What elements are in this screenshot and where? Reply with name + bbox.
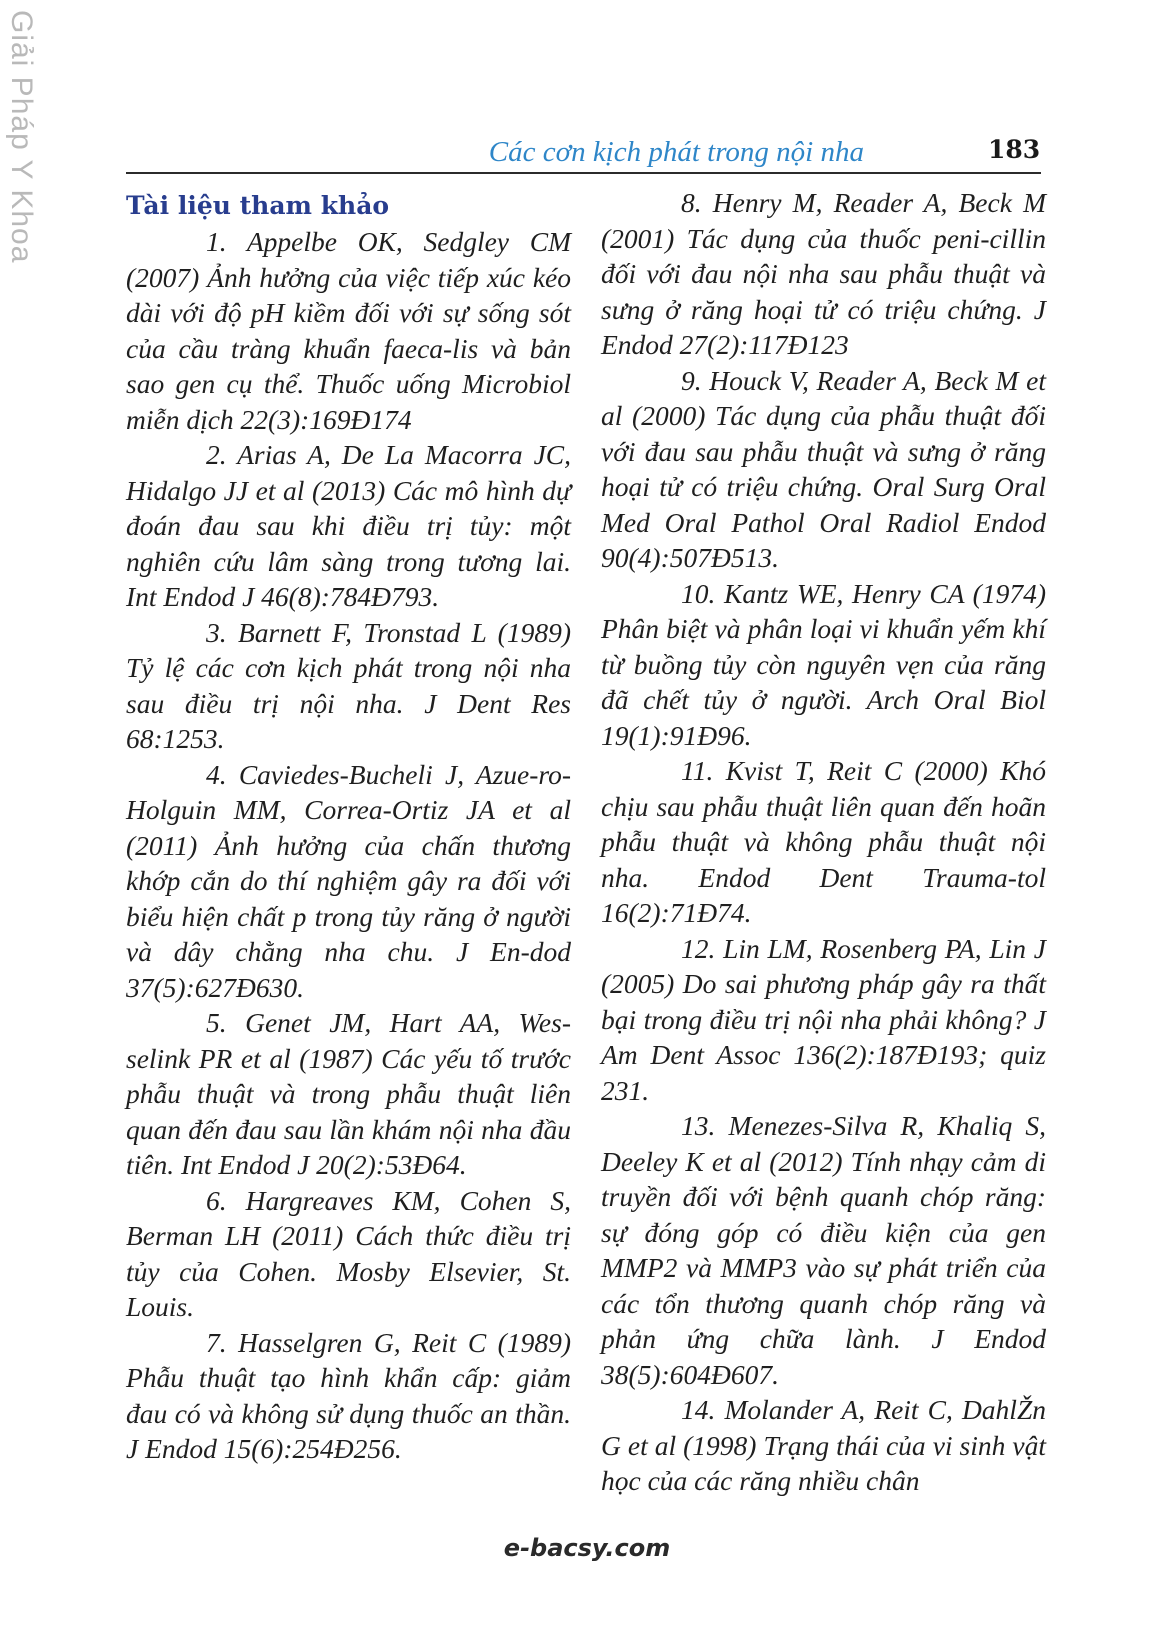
reference-item: 5. Genet JM, Hart AA, Wes-selink PR et al (1987) Các yếu tố trước phẫu thuật và trong phẫu thuật liên quan đến đau sau lần khám nội nha đầu tiên. Int Endod J 20(2):53Đ64. [126,1007,571,1180]
footer-site-name: e-bacsy.com [503,1534,671,1562]
reference-item: 14. Molander A, Reit C, DahlŽn G et al (1998) Trạng thái của vi sinh vật học của các răng nhiều chân [601,1394,1046,1496]
right-column [601,185,1046,1499]
reference-item: 2. Arias A, De La Macorra JC, Hidalgo JJ et al (2013) Các mô hình dự đoán đau sau khi điều trị tủy: một nghiên cứu lâm sàng trong tương lai. Int Endod J 46(8):784Đ793. [126,439,571,612]
reference-item: 10. Kantz WE, Henry CA (1974) Phân biệt và phân loại vi khuẩn yếm khí từ buồng tủy còn nguyên vẹn của răng đã chết tủy ở người. Arch Oral Biol 19(1):91Đ96. [601,577,1046,751]
reference-item: 7. Hasselgren G, Reit C (1989) Phẫu thuật tạo hình khẩn cấp: giảm đau có và không sử dụng thuốc an thần. J Endod 15(6):254Đ256. [126,1326,571,1464]
reference-item: 8. Henry M, Reader A, Beck M (2001) Tác dụng của thuốc peni-cillin đối với đau nội nha sau phẫu thuật và sưng ở răng hoại tử có triệu chứng. J Endod 27(2):117Đ123 [601,187,1046,360]
reference-item: 3. Barnett F, Tronstad L (1989) Tỷ lệ các cơn kịch phát trong nội nha sau điều trị nội nha. J Dent Res 68:1253. [126,616,571,754]
reference-item: 11. Kvist T, Reit C (2000) Khó chịu sau phẫu thuật liên quan đến hoãn phẫu thuật và không phẫu thuật nội nha. Endod Dent Trauma-tol 16(2):71Đ74. [601,755,1046,928]
section-title: Tài liệu tham khảo [126,191,390,220]
reference-item: 12. Lin LM, Rosenberg PA, Lin J (2005) Do sai phương pháp gây ra thất bại trong điều trị nội nha phải không? J Am Dent Assoc 136(2):187Đ193; quiz 231. [601,932,1046,1106]
left-column [126,188,571,1467]
watermark-text: Giải Pháp Y Khoa [5,10,38,264]
reference-item: 1. Appelbe OK, Sedgley CM (2007) Ảnh hưởng của việc tiếp xúc kéo dài với độ pH kiềm đối với sự sống sót của cầu tràng khuẩn faeca-lis và bản sao gen cụ thể. Thuốc uống Microbiol miễn dịch 22(3):169Đ174 [126,226,571,435]
header-rule [126,172,1041,174]
reference-item: 9. Houck V, Reader A, Beck M et al (2000) Tác dụng của phẫu thuật đối với đau sau phẫu thuật và sưng ở răng hoại tử có triệu chứng. Oral Surg Oral Med Oral Pathol Oral Radiol Endod 90(4):507Đ513. [601,364,1046,573]
reference-item: 4. Caviedes-Bucheli J, Azue-ro-Holguin MM, Correa-Ortiz JA et al (2011) Ảnh hưởng của chấn thương khớp cắn do thí nghiệm gây ra đối với biểu hiện chất p trong tủy răng ở người và dây chằng nha chu. J En-dod 37(5):627Đ630. [126,758,571,1003]
running-header-title: Các cơn kịch phát trong nội nha [488,136,864,168]
reference-item: 6. Hargreaves KM, Cohen S, Berman LH (2011) Cách thức điều trị tủy của Cohen. Mosby Elsevier, St. Louis. [126,1184,571,1322]
reference-item: 13. Menezes-Silva R, Khaliq S, Deeley K et al (2012) Tính nhạy cảm di truyền đối với bệnh quanh chóp răng: sự đóng góp có điều kiện của gen MMP2 và MMP3 vào sự phát triển của các tổn thương quanh chóp răng và phản ứng chữa lành. J Endod 38(5):604Đ607. [601,1110,1046,1390]
page-number: 183 [988,135,1041,164]
